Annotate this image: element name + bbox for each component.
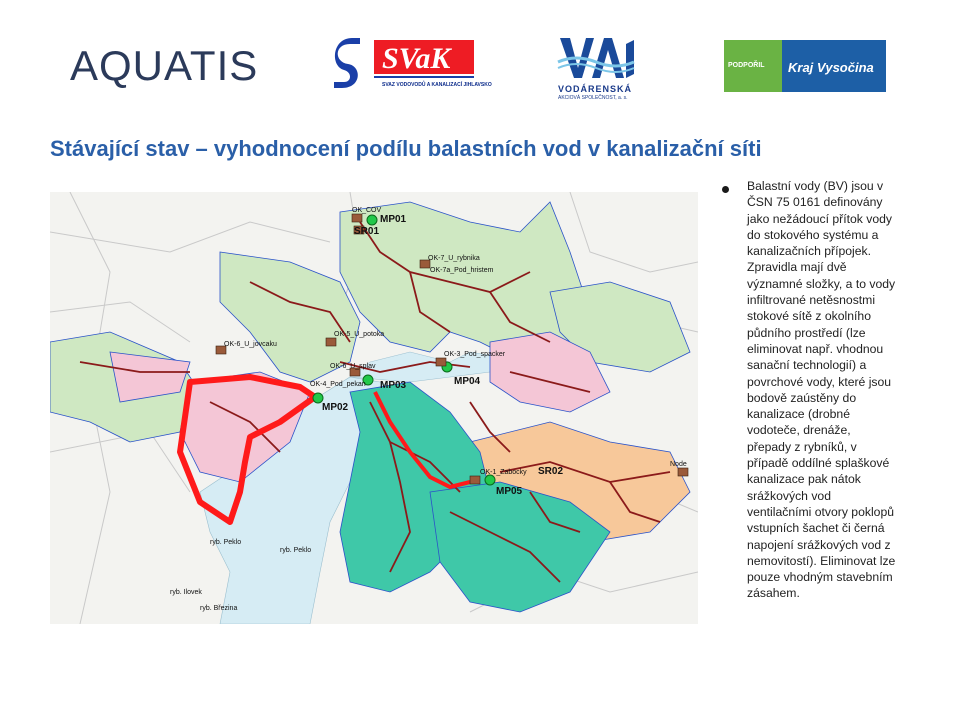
label-ok7a-hristem: OK-7a_Pod_hristem [430,267,494,274]
label-pond-peklo: ryb. Peklo [210,539,242,546]
label-ok6-splav: OK-6_U_splav [330,363,376,370]
body-text: Balastní vody (BV) jsou v ČSN 75 0161 definovány jako nežádoucí přítok vody do stokového systému a kanalizačních přípojek. Zpravidla mají dvě významné složky, a to vody infiltrované netěsnostmi stokové sítě z okolního půdního prostředí (lze eliminovat např. vhodnou sanační technologií) a povrchové vody, které jsou bodově zaústěny do kanalizace (drobné vodoteče, drenáže, přepady z rybníků, v případě oddílné splaškové kanalizace pak nátok srážkových vod ventilačními otvory poklopů vstupních šachet či černá napojení srážkových vod z nemovitostí). Eliminovat lze pouze vhodným stavebním zásahem. [747,179,896,601]
svak-logo [330,36,492,98]
label-ok4-pekan: OK-4_Pod_pekan [310,381,366,388]
label-ok6-jovcaku: OK-6_U_jovcaku [224,341,277,348]
vas-logo-title: VODÁRENSKÁ [558,84,633,94]
label-pond-ilovek: ryb. Ilovek [170,589,202,596]
label-mp02: MP02 [322,402,349,413]
label-sr02: SR02 [538,466,564,477]
label-mp03: MP03 [380,380,407,391]
svak-logo-graphic [330,36,480,98]
vas-logo-subtitle: AKCIOVÁ SPOLEČNOST, a. s. [558,95,628,101]
label-mp04: MP04 [454,376,481,387]
bullet-point [722,186,729,193]
label-ok5-potoka: OK-5_U_potoka [334,331,385,338]
vas-logo [556,34,636,104]
svg-text:SVaK: SVaK [382,42,451,75]
label-mp01: MP01 [380,214,407,225]
label-node: Node [670,461,687,468]
label-ok7-rybnika: OK-7_U_rybnika [428,255,480,262]
label-pond-brezina: ryb. Březina [200,605,238,612]
kraj-logo-name: Kraj Vysočina [788,60,874,75]
kraj-logo-podporil: PODPOŘIL [728,62,765,69]
slide-title: Stávající stav – vyhodnocení podílu balastních vod v kanalizační síti [50,136,762,161]
label-ok-cov: OK_COV [352,207,382,214]
label-ok1-zabocky: OK-1_Zabocky [480,469,527,476]
header-logos [0,0,960,110]
label-mp05: MP05 [496,486,523,497]
label-ok3-spacker: OK-3_Pod_spacker [444,351,506,358]
kraj-vysocina-logo [724,40,886,92]
map-graphic [50,192,698,624]
label-pond-peklo-2: ryb. Peklo [280,547,312,554]
label-sr01: SR01 [354,226,380,237]
sewer-network-map [50,192,698,624]
aquatis-logo-text: AQUATIS [70,42,259,89]
aquatis-logo [70,38,259,94]
vas-logo-graphic [556,34,636,84]
svak-logo-subtitle: SVAZ VODOVODŮ A KANALIZACÍ JIHLAVSKO [382,82,492,88]
